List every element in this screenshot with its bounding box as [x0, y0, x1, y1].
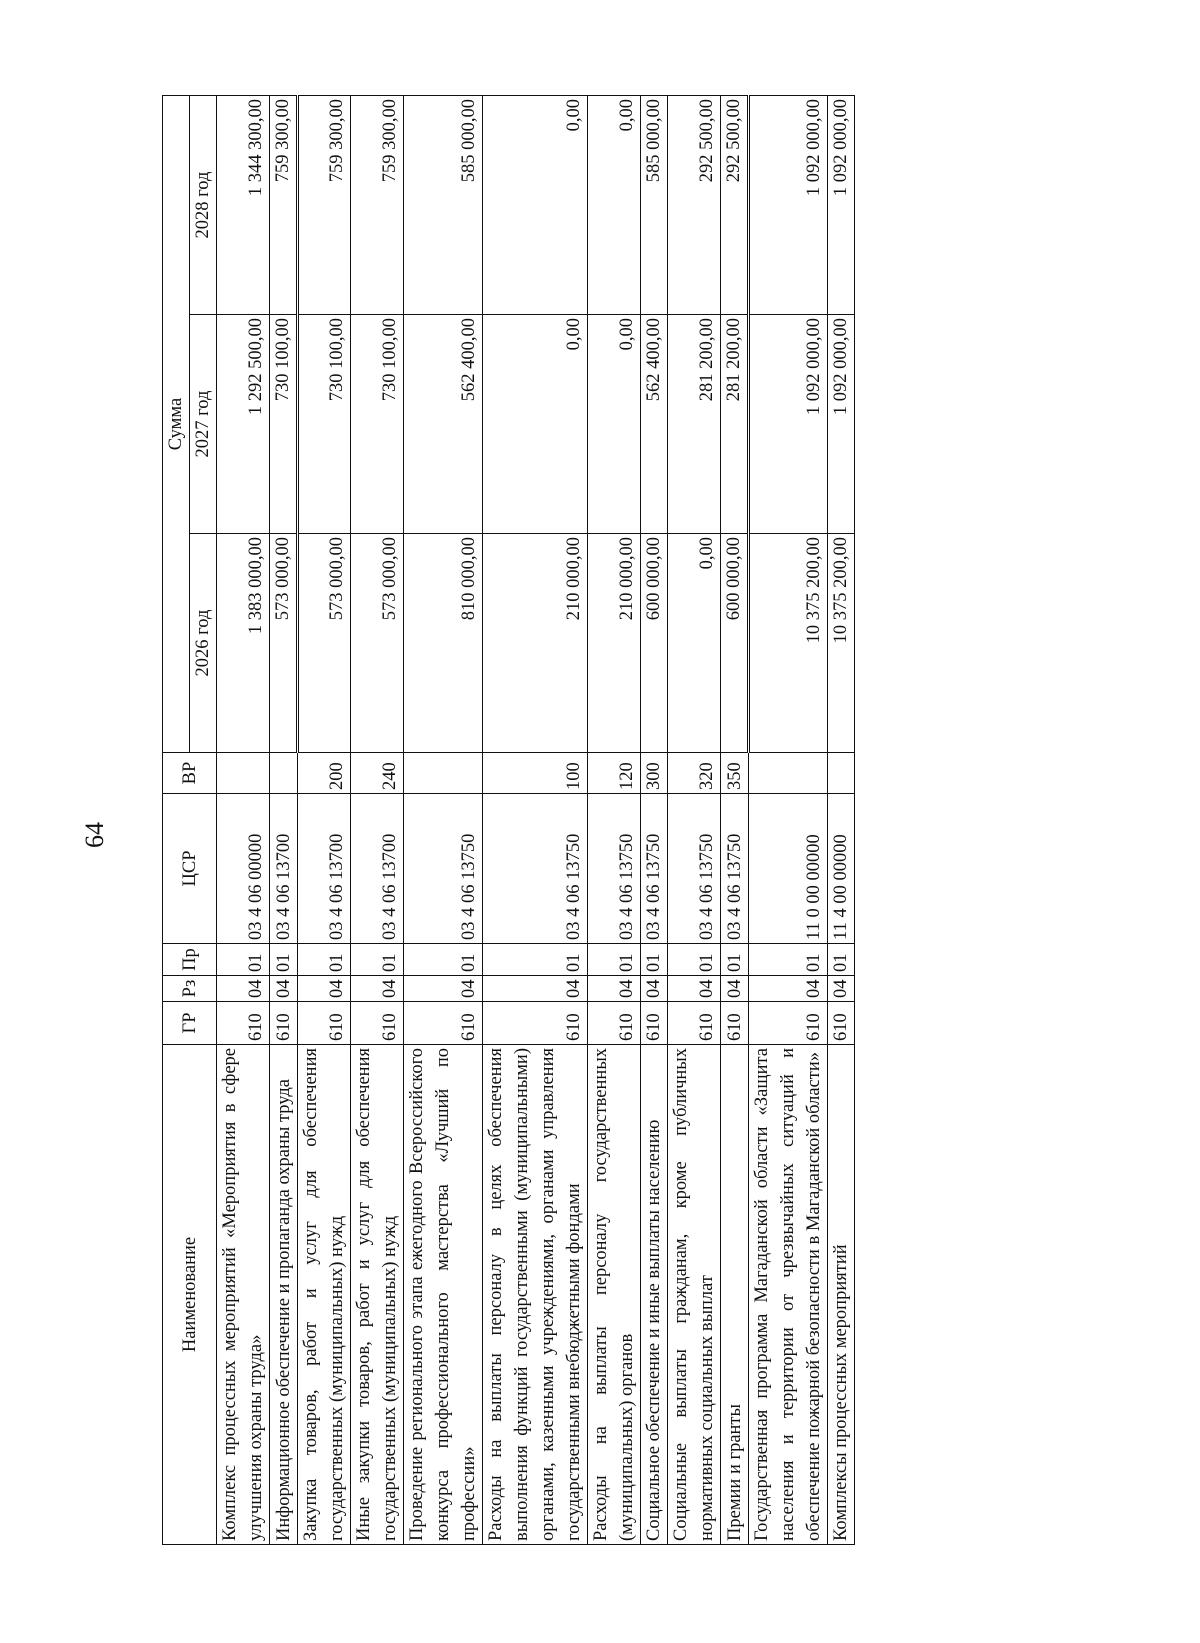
table-row — [298, 96, 351, 1545]
rotated-budget-table-container — [162, 95, 1007, 1545]
row-sum-2026: 573 000,00 — [351, 534, 404, 753]
row-sum-2028: 0,00 — [588, 96, 641, 315]
header-2028: 2028 год — [190, 96, 217, 315]
row-sum-2027: 0,00 — [588, 315, 641, 534]
row-csr: 03 4 06 13700 — [298, 794, 351, 944]
row-pr: 01 — [351, 944, 404, 976]
row-rz: 04 — [588, 976, 641, 1002]
table-row — [641, 96, 668, 1545]
row-sum-2026: 10 375 200,00 — [828, 534, 855, 753]
row-pr: 01 — [217, 944, 270, 976]
row-gr: 610 — [270, 1002, 298, 1045]
row-csr: 03 4 06 13700 — [270, 794, 298, 944]
row-pr: 01 — [483, 944, 588, 976]
row-vr — [404, 753, 483, 794]
table-row — [404, 96, 483, 1545]
row-name: Премии и гранты — [721, 1045, 749, 1545]
header-name: Наименование — [163, 1045, 217, 1545]
row-sum-2027: 281 200,00 — [721, 315, 749, 534]
row-sum-2028: 585 000,00 — [641, 96, 668, 315]
row-vr: 300 — [641, 753, 668, 794]
row-rz: 04 — [721, 976, 749, 1002]
header-rz: Рз — [163, 976, 217, 1002]
row-sum-2028: 1 092 000,00 — [749, 96, 828, 315]
row-gr: 610 — [588, 1002, 641, 1045]
row-csr: 03 4 06 00000 — [217, 794, 270, 944]
row-sum-2027: 281 200,00 — [668, 315, 721, 534]
row-vr: 120 — [588, 753, 641, 794]
row-pr: 01 — [404, 944, 483, 976]
row-sum-2028: 1 344 300,00 — [217, 96, 270, 315]
row-pr: 01 — [721, 944, 749, 976]
row-name: Комплекс процессных мероприятий «Мероприятия в сфере улучшения охраны труда» — [217, 1045, 270, 1545]
header-sum: Сумма — [163, 96, 190, 753]
row-sum-2028: 292 500,00 — [721, 96, 749, 315]
budget-table — [162, 95, 855, 1545]
row-sum-2026: 600 000,00 — [721, 534, 749, 753]
row-pr: 01 — [668, 944, 721, 976]
row-name: Закупка товаров, работ и услуг для обеспечения государственных (муниципальных) нужд — [298, 1045, 351, 1545]
row-name: Расходы на выплаты персоналу в целях обеспечения выполнения функций государственными (муниципальными) органами, казенными учреждениями, органами управления государственными внебюджетными фондами — [483, 1045, 588, 1545]
row-gr: 610 — [351, 1002, 404, 1045]
row-name: Расходы на выплаты персоналу государственных (муниципальных) органов — [588, 1045, 641, 1545]
row-rz: 04 — [668, 976, 721, 1002]
page-number: 64 — [80, 822, 109, 848]
table-row — [351, 96, 404, 1545]
row-csr: 11 0 00 00000 — [749, 794, 828, 944]
row-gr: 610 — [721, 1002, 749, 1045]
row-name: Социальное обеспечение и иные выплаты населению — [641, 1045, 668, 1545]
row-sum-2027: 562 400,00 — [641, 315, 668, 534]
row-vr: 240 — [351, 753, 404, 794]
row-csr: 03 4 06 13700 — [351, 794, 404, 944]
row-csr: 03 4 06 13750 — [668, 794, 721, 944]
row-pr: 01 — [270, 944, 298, 976]
table-row — [749, 96, 828, 1545]
row-sum-2026: 210 000,00 — [483, 534, 588, 753]
table-row — [721, 96, 749, 1545]
row-gr: 610 — [641, 1002, 668, 1045]
row-sum-2026: 0,00 — [668, 534, 721, 753]
row-gr: 610 — [828, 1002, 855, 1045]
row-rz: 04 — [828, 976, 855, 1002]
row-sum-2026: 210 000,00 — [588, 534, 641, 753]
row-sum-2028: 1 092 000,00 — [828, 96, 855, 315]
row-sum-2026: 1 383 000,00 — [217, 534, 270, 753]
row-sum-2028: 759 300,00 — [298, 96, 351, 315]
row-sum-2028: 585 000,00 — [404, 96, 483, 315]
row-sum-2027: 730 100,00 — [270, 315, 298, 534]
row-csr: 03 4 06 13750 — [641, 794, 668, 944]
row-rz: 04 — [298, 976, 351, 1002]
row-csr: 03 4 06 13750 — [588, 794, 641, 944]
row-vr: 200 — [298, 753, 351, 794]
row-sum-2026: 573 000,00 — [270, 534, 298, 753]
row-vr — [828, 753, 855, 794]
header-vr: ВР — [163, 753, 217, 794]
header-gr: ГР — [163, 1002, 217, 1045]
header-2027: 2027 год — [190, 315, 217, 534]
row-sum-2026: 10 375 200,00 — [749, 534, 828, 753]
row-gr: 610 — [217, 1002, 270, 1045]
table-row — [828, 96, 855, 1545]
row-sum-2027: 1 092 000,00 — [749, 315, 828, 534]
row-sum-2026: 573 000,00 — [298, 534, 351, 753]
row-rz: 04 — [217, 976, 270, 1002]
row-vr — [217, 753, 270, 794]
row-csr: 03 4 06 13750 — [483, 794, 588, 944]
row-sum-2028: 759 300,00 — [351, 96, 404, 315]
row-pr: 01 — [641, 944, 668, 976]
table-body — [217, 96, 855, 1545]
row-pr: 01 — [298, 944, 351, 976]
table-row — [668, 96, 721, 1545]
row-rz: 04 — [404, 976, 483, 1002]
table-row — [588, 96, 641, 1545]
table-row — [217, 96, 270, 1545]
row-sum-2028: 0,00 — [483, 96, 588, 315]
row-gr: 610 — [298, 1002, 351, 1045]
table-row — [483, 96, 588, 1545]
row-csr: 03 4 06 13750 — [721, 794, 749, 944]
row-sum-2028: 292 500,00 — [668, 96, 721, 315]
row-pr: 01 — [828, 944, 855, 976]
row-rz: 04 — [749, 976, 828, 1002]
row-name: Информационное обеспечение и пропаганда охраны труда — [270, 1045, 298, 1545]
row-vr — [270, 753, 298, 794]
row-sum-2026: 810 000,00 — [404, 534, 483, 753]
row-name: Комплексы процессных мероприятий — [828, 1045, 855, 1545]
row-gr: 610 — [668, 1002, 721, 1045]
row-sum-2027: 1 292 500,00 — [217, 315, 270, 534]
row-name: Социальные выплаты гражданам, кроме публичных нормативных социальных выплат — [668, 1045, 721, 1545]
header-csr: ЦСР — [163, 794, 217, 944]
row-rz: 04 — [483, 976, 588, 1002]
row-rz: 04 — [641, 976, 668, 1002]
row-sum-2028: 759 300,00 — [270, 96, 298, 315]
row-csr: 03 4 06 13750 — [404, 794, 483, 944]
row-vr: 320 — [668, 753, 721, 794]
row-pr: 01 — [749, 944, 828, 976]
row-sum-2027: 562 400,00 — [404, 315, 483, 534]
row-vr: 100 — [483, 753, 588, 794]
row-sum-2027: 1 092 000,00 — [828, 315, 855, 534]
row-pr: 01 — [588, 944, 641, 976]
header-pr: Пр — [163, 944, 217, 976]
row-sum-2026: 600 000,00 — [641, 534, 668, 753]
row-name: Проведение регионального этапа ежегодного Всероссийского конкурса профессионального мастерства «Лучший по профессии» — [404, 1045, 483, 1545]
row-vr — [749, 753, 828, 794]
row-gr: 610 — [749, 1002, 828, 1045]
row-name: Государственная программа Магаданской области «Защита населения и территории от чрезвычайных ситуаций и обеспечение пожарной безопасности в Магаданской области» — [749, 1045, 828, 1545]
row-csr: 11 4 00 00000 — [828, 794, 855, 944]
table-row — [270, 96, 298, 1545]
row-gr: 610 — [483, 1002, 588, 1045]
row-vr: 350 — [721, 753, 749, 794]
row-gr: 610 — [404, 1002, 483, 1045]
row-sum-2027: 0,00 — [483, 315, 588, 534]
row-rz: 04 — [351, 976, 404, 1002]
row-name: Иные закупки товаров, работ и услуг для обеспечения государственных (муниципальных) нужд — [351, 1045, 404, 1545]
header-2026: 2026 год — [190, 534, 217, 753]
row-sum-2027: 730 100,00 — [351, 315, 404, 534]
row-rz: 04 — [270, 976, 298, 1002]
row-sum-2027: 730 100,00 — [298, 315, 351, 534]
